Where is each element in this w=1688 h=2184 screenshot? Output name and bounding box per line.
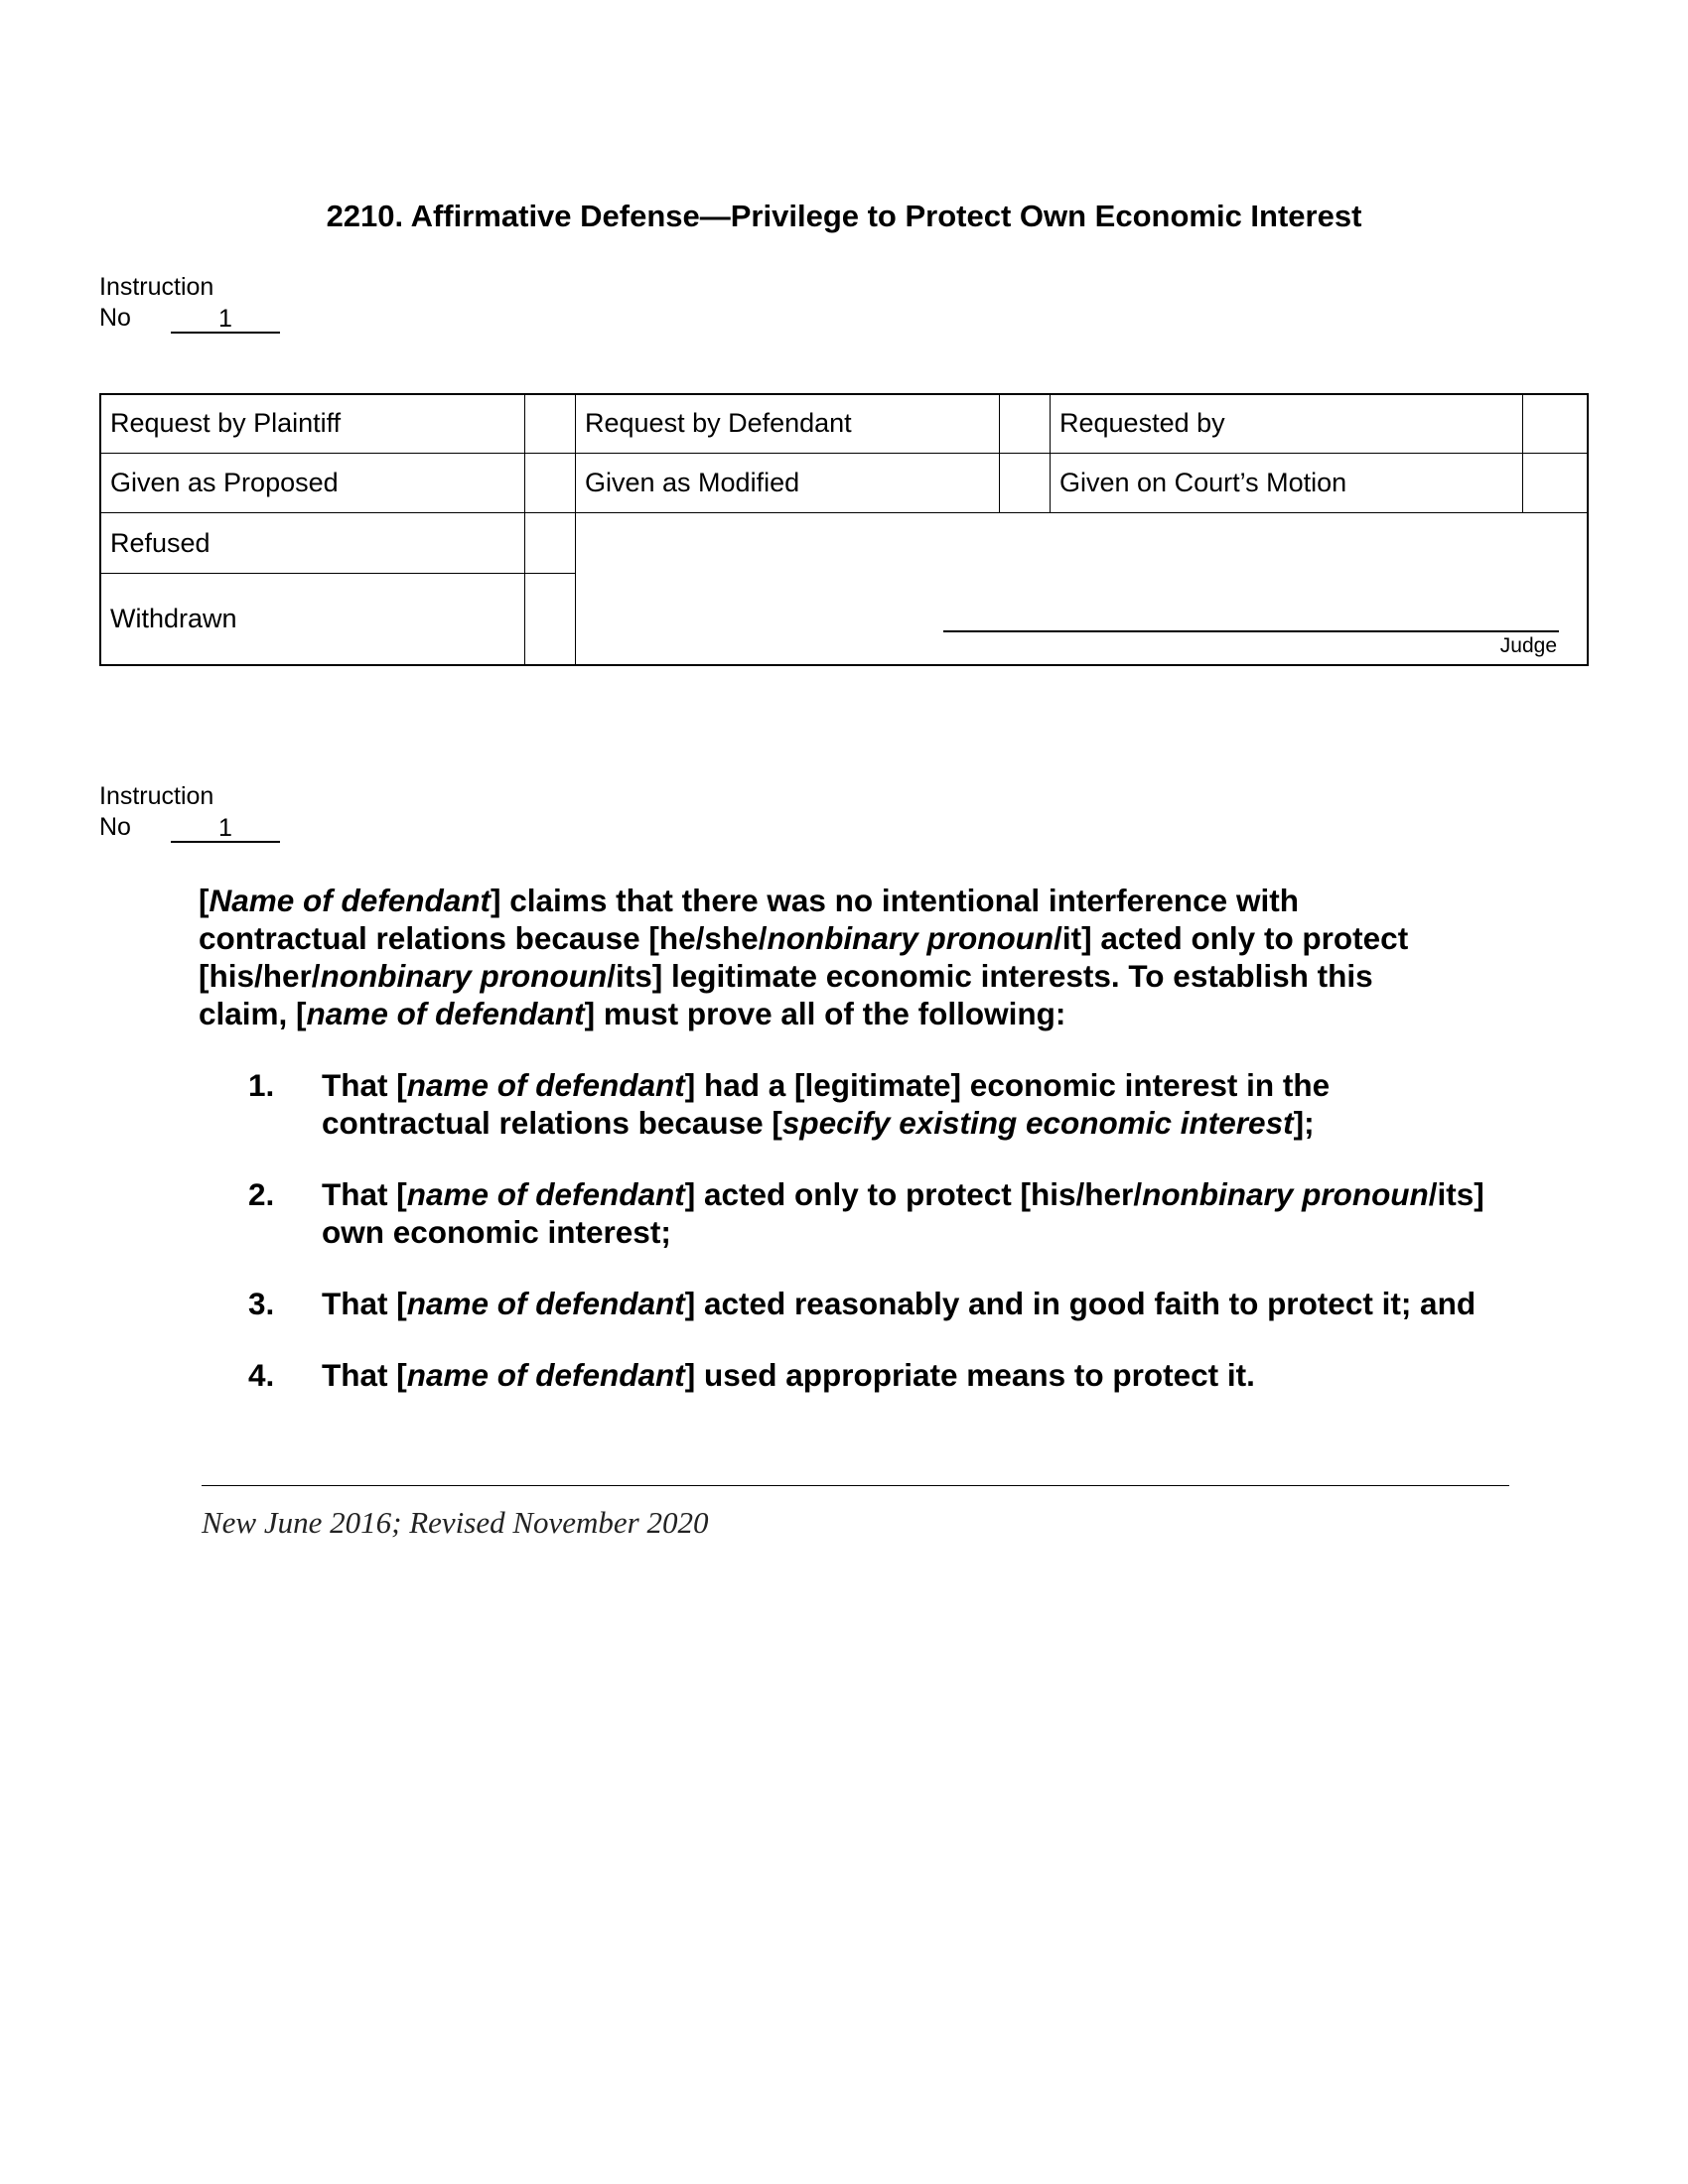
given-as-modified-label: Given as Modified: [576, 453, 1000, 512]
instruction-label: Instruction: [99, 273, 214, 301]
list-item-text: That [name of defendant] had a [legitimate] economic interest in the contractual relations because [specify existing economic interest];: [322, 1067, 1331, 1141]
revision-history: New June 2016; Revised November 2020: [202, 1505, 709, 1540]
list-item: [199, 1356, 1529, 1394]
given-as-proposed-checkbox[interactable]: [525, 453, 576, 512]
refused-checkbox[interactable]: [525, 513, 576, 573]
no-label: No: [99, 813, 131, 841]
list-item: [199, 1285, 1529, 1322]
instruction-number-field[interactable]: 1: [171, 306, 280, 334]
judge-signature-line[interactable]: [943, 630, 1559, 632]
instruction-number-field[interactable]: 1: [171, 815, 280, 843]
list-item-text: That [name of defendant] acted reasonably and in good faith to protect it; and: [322, 1286, 1477, 1321]
no-label: No: [99, 304, 131, 332]
list-item-number: 4.: [248, 1357, 275, 1393]
instruction-intro-paragraph: [Name of defendant] claims that there was no intentional interference with contractual relations because [he/she/nonbinary pronoun/it] acted only to protect [his/her/nonbinary pronoun/its] legitimate economic interests. To establish this claim, [name of defendant] must prove all of the following:: [199, 883, 1409, 1031]
list-item-text: That [name of defendant] used appropriate means to protect it.: [322, 1357, 1255, 1393]
section-divider: [202, 1485, 1509, 1486]
withdrawn-label: Withdrawn: [100, 573, 525, 665]
requested-by-label: Requested by: [1051, 394, 1523, 453]
instruction-label: Instruction: [99, 782, 214, 810]
elements-list: [199, 1066, 1529, 1428]
instruction-number-block-top: [99, 272, 280, 334]
given-on-courts-motion-label: Given on Court’s Motion: [1051, 453, 1523, 512]
instruction-disposition-form: [99, 393, 1589, 666]
request-by-defendant-label: Request by Defendant: [576, 394, 1000, 453]
withdrawn-checkbox[interactable]: [525, 573, 576, 665]
list-item-number: 1.: [248, 1067, 275, 1103]
given-on-courts-motion-checkbox[interactable]: [1523, 453, 1589, 512]
list-item-number: 2.: [248, 1176, 275, 1212]
request-by-plaintiff-checkbox[interactable]: [525, 394, 576, 453]
judge-label: Judge: [1499, 634, 1557, 657]
judge-signature-area: [576, 513, 1589, 665]
request-by-plaintiff-label: Request by Plaintiff: [100, 394, 525, 453]
given-as-proposed-label: Given as Proposed: [100, 453, 525, 512]
requested-by-checkbox[interactable]: [1523, 394, 1589, 453]
list-item: [199, 1175, 1529, 1251]
given-as-modified-checkbox[interactable]: [1000, 453, 1051, 512]
list-item-text: That [name of defendant] acted only to protect [his/her/nonbinary pronoun/its] own economic interest;: [322, 1176, 1484, 1250]
request-by-defendant-checkbox[interactable]: [1000, 394, 1051, 453]
list-item-number: 3.: [248, 1286, 275, 1321]
list-item: [199, 1066, 1529, 1142]
instruction-title: 2210. Affirmative Defense—Privilege to Protect Own Economic Interest: [326, 199, 1362, 233]
instruction-number-block-bottom: [99, 781, 280, 843]
refused-label: Refused: [100, 513, 525, 573]
